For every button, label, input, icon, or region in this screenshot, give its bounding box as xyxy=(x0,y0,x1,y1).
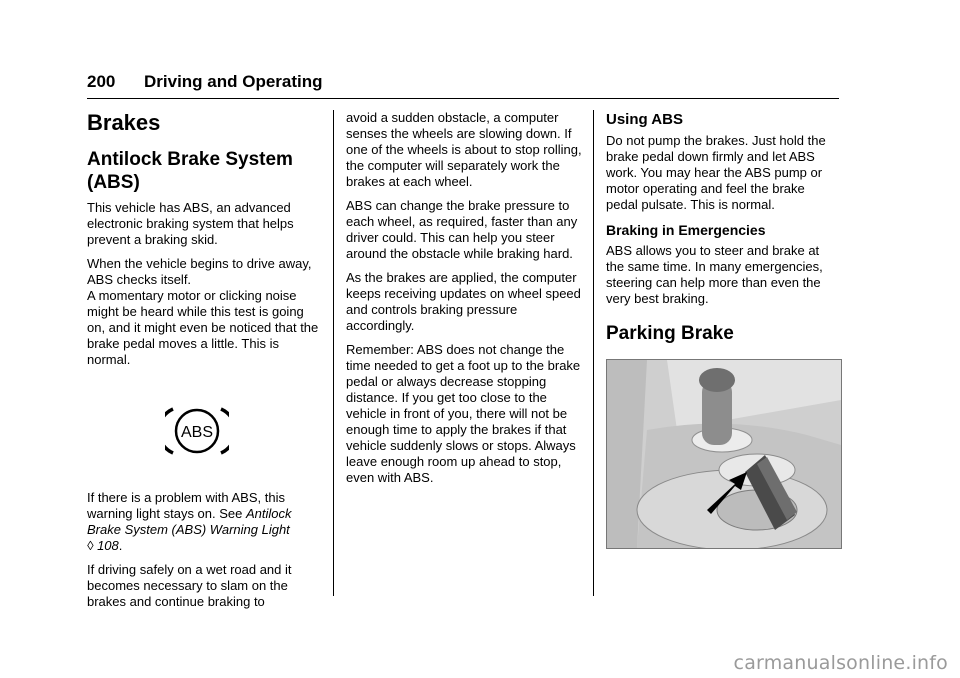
paragraph: This vehicle has ABS, an advanced electronic braking system that helps prevent a braking skid. xyxy=(87,200,294,247)
column-divider xyxy=(333,110,334,596)
cross-reference-link[interactable]: Antilock Brake System (ABS) Warning Light ◊ 108 xyxy=(87,506,292,553)
heading-brakes: Brakes xyxy=(87,110,161,135)
paragraph: ABS can change the brake pressure to each wheel, as required, faster than any driver could. This can help you steer around the obstacle while braking hard. xyxy=(346,198,578,261)
column-3 xyxy=(606,110,840,549)
heading-parking-brake: Parking Brake xyxy=(606,323,734,344)
column-1 xyxy=(87,110,323,618)
paragraph: Remember: ABS does not change the time needed to get a foot up to the brake pedal or always decrease stopping distance. If you get too close to the vehicle in front of you, there will not be enough time to apply the brakes if that vehicle suddenly slows or stops. Always leave enough room up ahead to stop, even with ABS. xyxy=(346,342,581,485)
paragraph: A momentary motor or clicking noise might be heard while this test is going on, and it might even be noticed that the brake pedal moves a little. This is normal. xyxy=(87,288,319,367)
parking-brake-photo xyxy=(606,359,842,549)
paragraph: avoid a sudden obstacle, a computer senses the wheels are slowing down. If one of the wheels is about to stop rolling, the computer will separately work the brakes at each wheel. xyxy=(346,110,582,189)
page-header xyxy=(87,72,839,99)
column-2 xyxy=(346,110,582,494)
paragraph: If there is a problem with ABS, this warning light stays on. See Antilock Brake System (ABS) Warning Light ◊ 108. xyxy=(87,490,292,553)
paragraph: Do not pump the brakes. Just hold the brake pedal down firmly and let ABS work. You may hear the ABS pump or motor operating and feel the brake pedal pulsate. This is normal. xyxy=(606,133,826,212)
section-title: Driving and Operating xyxy=(144,72,323,91)
watermark: carmanualsonline.info xyxy=(733,652,948,674)
abs-warning-icon xyxy=(165,406,229,456)
heading-braking-emergencies: Braking in Emergencies xyxy=(606,222,766,238)
abs-icon-text: ABS xyxy=(180,424,214,441)
page-number: 200 xyxy=(87,72,116,91)
console-illustration xyxy=(607,360,841,548)
paragraph: When the vehicle begins to drive away, ABS checks itself. xyxy=(87,256,312,287)
paragraph: ABS allows you to steer and brake at the same time. In many emergencies, steering can help more than even the very best braking. xyxy=(606,243,823,306)
heading-abs: Antilock Brake System (ABS) xyxy=(87,149,293,193)
paragraph: If driving safely on a wet road and it becomes necessary to slam on the brakes and continue braking to xyxy=(87,562,292,609)
page-ref-icon: ◊ xyxy=(87,538,94,553)
heading-using-abs: Using ABS xyxy=(606,111,683,128)
paragraph: As the brakes are applied, the computer keeps receiving updates on wheel speed and controls braking pressure accordingly. xyxy=(346,270,581,333)
column-divider xyxy=(593,110,594,596)
